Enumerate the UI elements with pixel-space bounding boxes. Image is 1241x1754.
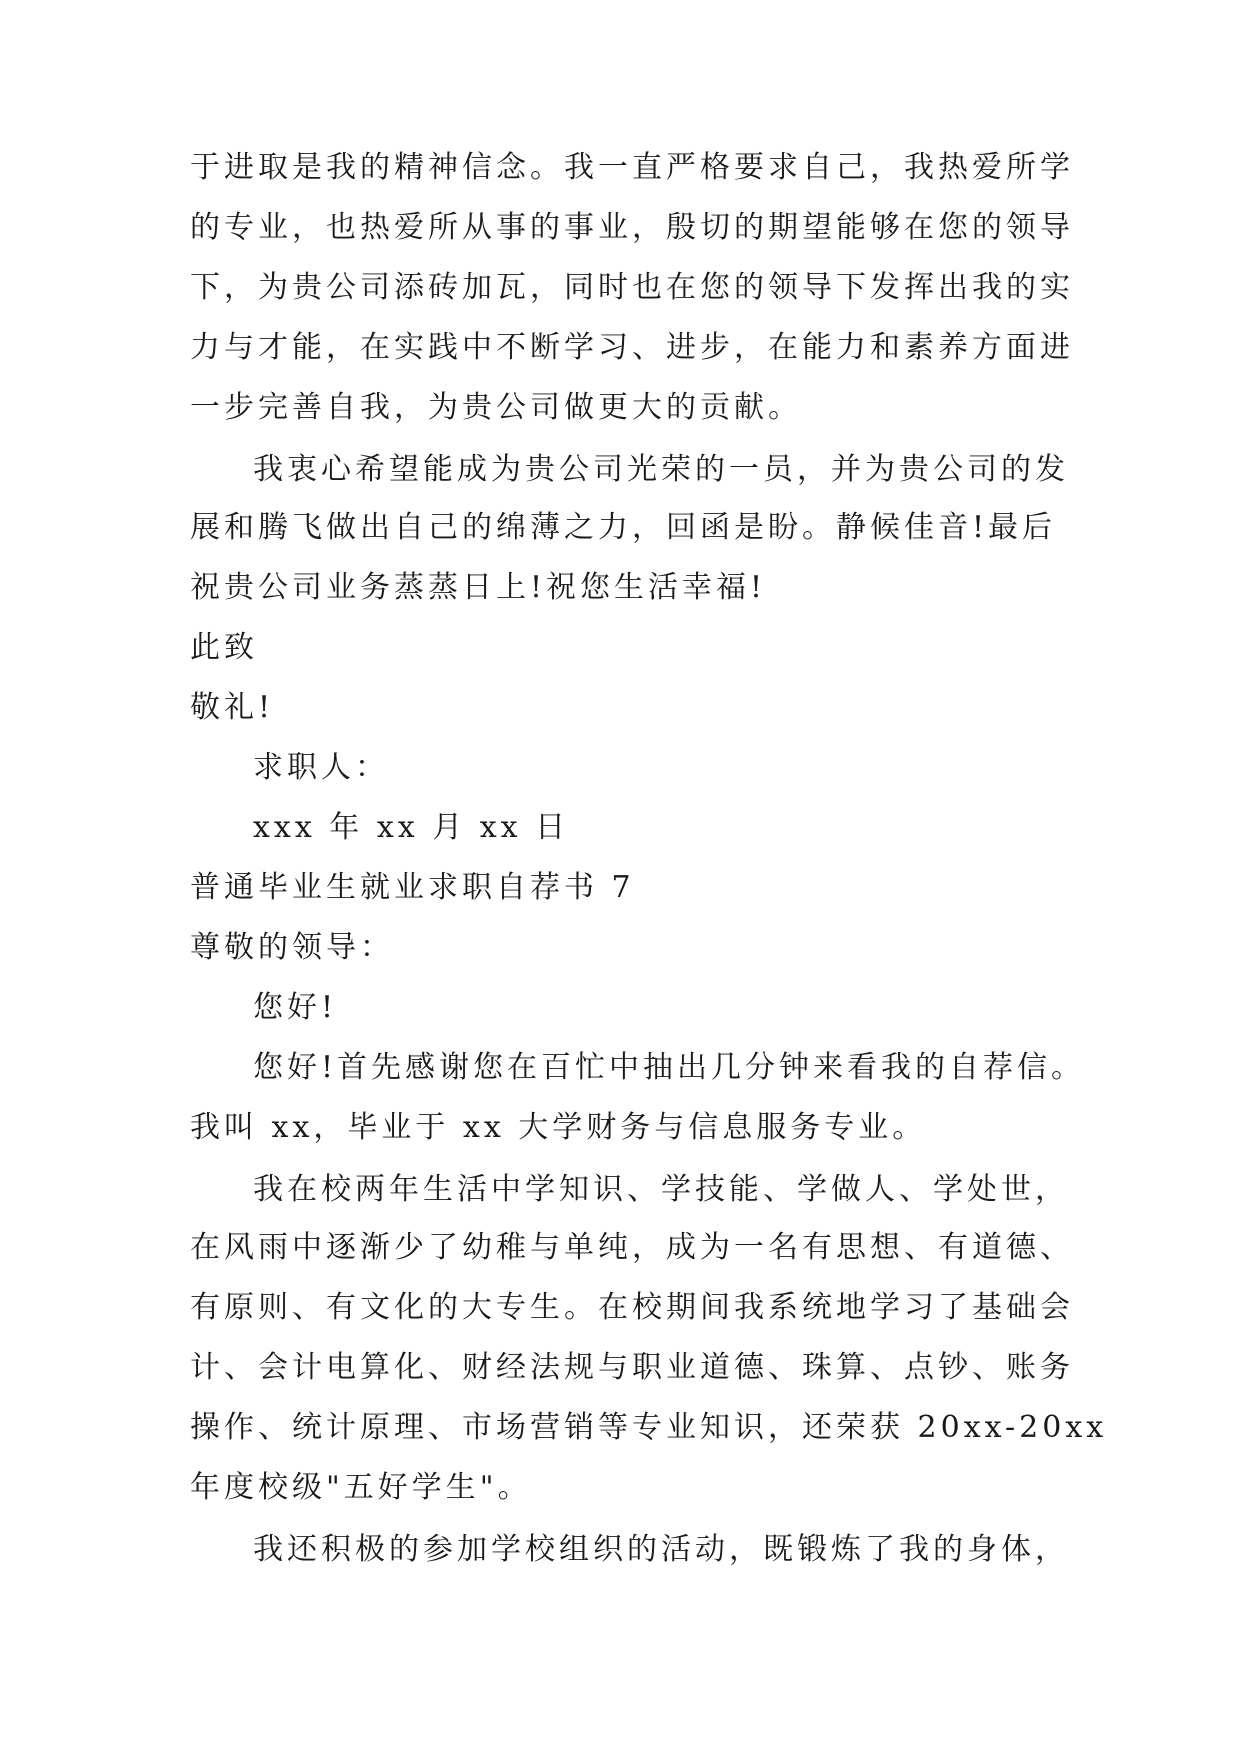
body-text-line: 计、会计电算化、财经法规与职业道德、珠算、点钞、账务: [190, 1350, 1074, 1385]
greeting-line: 您好!: [253, 990, 338, 1025]
greeting-recipient: 尊敬的领导：: [190, 930, 394, 965]
body-text-line: 于进取是我的精神信念。我一直严格要求自己，我热爱所学: [190, 150, 1074, 185]
body-text-line: 我叫 xx，毕业于 xx 大学财务与信息服务专业。: [190, 1110, 927, 1145]
body-text-line: 展和腾飞做出自己的绵薄之力，回函是盼。静候佳音!最后: [190, 510, 1057, 545]
body-text-line: 力与才能，在实践中不断学习、进步，在能力和素养方面进: [190, 330, 1074, 365]
section-title: 普通毕业生就业求职自荐书 7: [190, 870, 635, 905]
body-text-line: 下，为贵公司添砖加瓦，同时也在您的领导下发挥出我的实: [190, 270, 1074, 305]
body-text-line: 年度校级"五好学生"。: [190, 1470, 532, 1505]
body-text-line: 祝贵公司业务蒸蒸日上!祝您生活幸福!: [190, 570, 767, 605]
paragraph-start-line: 我在校两年生活中学知识、学技能、学做人、学处世，: [253, 1172, 1069, 1207]
body-text-line: 的专业，也热爱所从事的事业，殷切的期望能够在您的领导: [190, 210, 1074, 245]
body-text-line: 在风雨中逐渐少了幼稚与单纯，成为一名有思想、有道德、: [190, 1230, 1074, 1265]
paragraph-start-line: 我衷心希望能成为贵公司光荣的一员，并为贵公司的发: [253, 452, 1069, 487]
paragraph-start-line: 我还积极的参加学校组织的活动，既锻炼了我的身体，: [253, 1532, 1069, 1567]
date-line: xxx 年 xx 月 xx 日: [253, 810, 570, 845]
body-text-line: 有原则、有文化的大专生。在校期间我系统地学习了基础会: [190, 1290, 1074, 1325]
paragraph-start-line: 您好!首先感谢您在百忙中抽出几分钟来看我的自荐信。: [253, 1050, 1086, 1085]
signature-label: 求职人：: [253, 750, 389, 785]
closing-regards: 敬礼!: [190, 690, 275, 725]
closing-salutation: 此致: [190, 630, 258, 665]
body-text-line: 一步完善自我，为贵公司做更大的贡献。: [190, 390, 802, 425]
body-text-line: 操作、统计原理、市场营销等专业知识，还荣获 20xx-20xx: [190, 1410, 1108, 1445]
